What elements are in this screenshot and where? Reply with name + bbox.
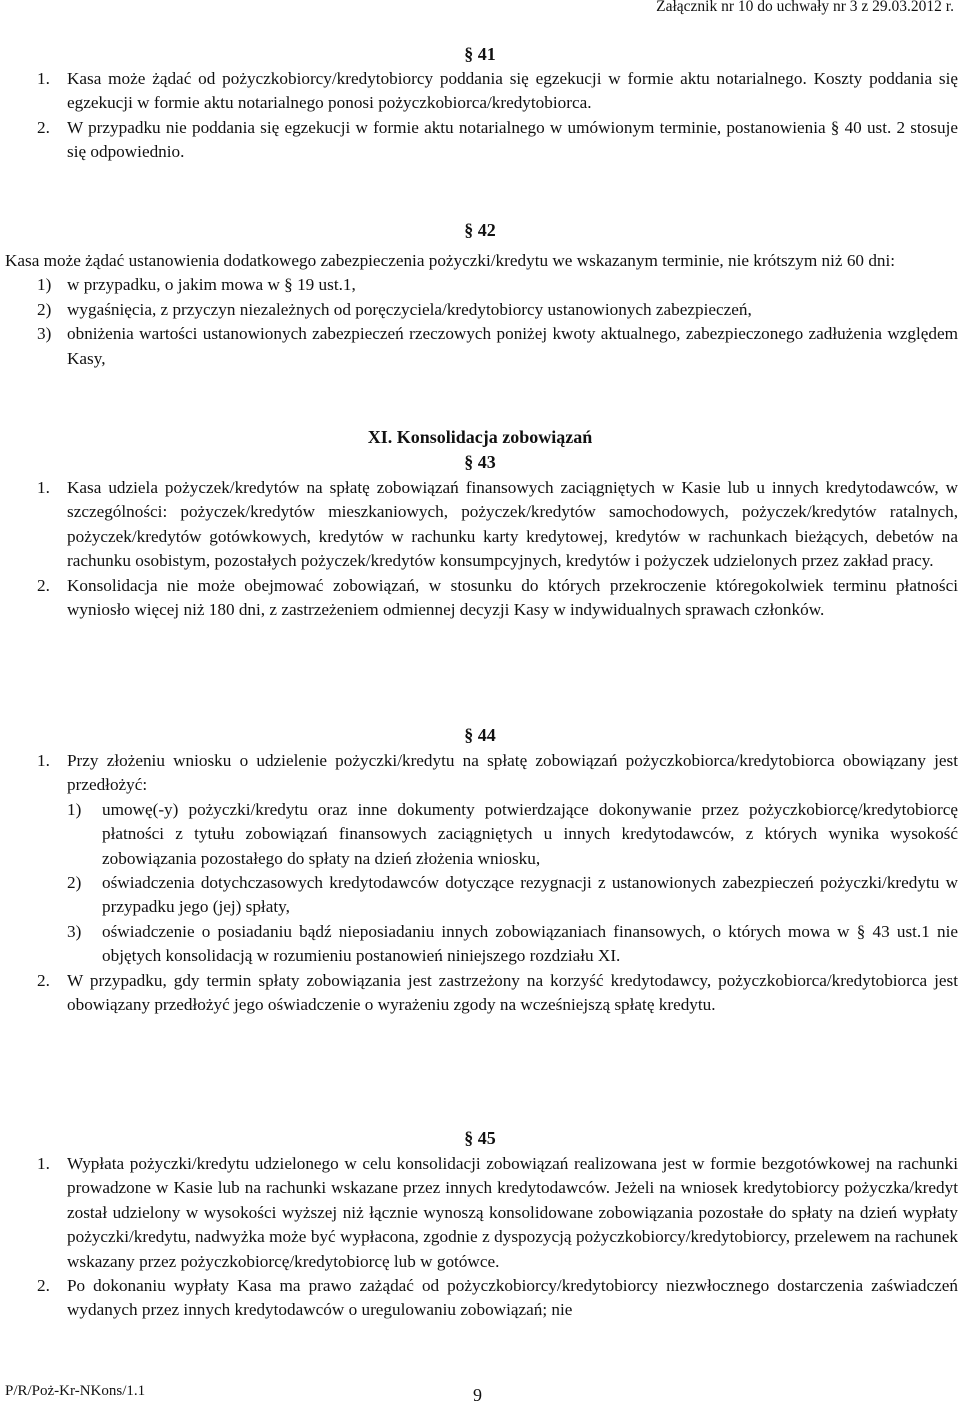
item-number: 1. <box>37 69 50 88</box>
item-text: oświadczenie o posiadaniu bądź nieposiadaniu innych zobowiązaniach finansowych, o których mowa w § 43 ust.1 nie objętych konsolidacją w rozumieniu postanowień niniejszego rozdziału XI. <box>102 921 958 966</box>
item-number: 3) <box>37 324 52 344</box>
item-text: Po dokonaniu wypłaty Kasa ma prawo zażądać od pożyczkobiorcy/kredytobiorcy niezwłocznego dostarczenia zaświadczeń wydanych przez innych kredytodawców o uregulowaniu zobowiązań; nie <box>67 1276 958 1320</box>
section-44-heading: § 44 <box>464 725 496 745</box>
section-41-body <box>5 67 958 165</box>
item-number: 1. <box>37 1154 50 1173</box>
section-42-item-2 <box>5 298 958 322</box>
item-number: 2. <box>37 970 50 990</box>
section-45-body <box>5 1152 958 1323</box>
section-44-body <box>5 749 958 1017</box>
section-44-item-2 <box>5 969 958 1018</box>
item-number: 3) <box>67 921 82 941</box>
section-45-heading: § 45 <box>464 1128 496 1148</box>
section-41-item-1 <box>5 67 958 116</box>
item-number: 1. <box>37 478 50 497</box>
section-43-item-2 <box>5 574 958 623</box>
chapter-heading: XI. Konsolidacja zobowiązań <box>367 427 593 447</box>
item-number: 1) <box>37 275 52 295</box>
item-text: w przypadku, o jakim mowa w § 19 ust.1, <box>67 275 356 295</box>
section-44-item-1 <box>5 749 958 798</box>
section-43-body <box>5 476 958 622</box>
section-43-heading: § 43 <box>464 452 496 472</box>
section-42-heading: § 42 <box>464 220 496 240</box>
section-44-subitem-1 <box>5 798 958 871</box>
item-text: Kasa może żądać od pożyczkobiorcy/kredytobiorcy poddania się egzekucji w formie aktu notarialnego. Koszty poddania się egzekucji w formie aktu notarialnego ponosi pożyczkobiorca/kredytobiorca. <box>67 69 958 113</box>
section-43-item-1 <box>5 476 958 574</box>
section-42-item-3 <box>5 322 958 371</box>
item-number: 2. <box>37 575 50 595</box>
section-45-item-1 <box>5 1152 958 1274</box>
section-42-body <box>5 249 958 371</box>
section-42-intro: Kasa może żądać ustanowienia dodatkowego zabezpieczenia pożyczki/kredytu we wskazanym terminie, nie krótszym niż 60 dni: <box>5 251 896 270</box>
item-number: 2) <box>37 299 52 319</box>
item-number: 2. <box>37 1276 50 1296</box>
section-41-item-2 <box>5 116 958 165</box>
item-number: 1) <box>67 799 82 819</box>
item-text: Wypłata pożyczki/kredytu udzielonego w celu konsolidacji zobowiązań realizowana jest w formie bezgotówkowej na rachunki prowadzone w Kasie lub na rachunki wskazane przez innych kredytodawców. Jeżeli na wniosek kredytobiorcy pożyczka/kredyt został udzielony w wysokości wyższej niż łącznie wynoszą konsolidowane zobowiązania pozostałe do spłaty na dzień wypłaty pożyczki/kredytu, nadwyżka może być wypłacona, zgodnie z dyspozycją pożyczkobiorcy/kredytobiorcy, przelewem na rachunek wskazany przez pożyczkobiorcę/kredytobiorcę lub w gotówce. <box>67 1154 958 1271</box>
document-code: P/R/Poż-Kr-NKons/1.1 <box>5 1383 146 1399</box>
item-text: W przypadku nie poddania się egzekucji w formie aktu notarialnego w umówionym terminie, postanowienia § 40 ust. 2 stosuje się odpowiednio. <box>67 117 958 162</box>
section-44-subitem-2 <box>5 871 958 920</box>
item-number: 2) <box>67 873 82 893</box>
section-44-subitem-3 <box>5 920 958 969</box>
item-text: umowę(-y) pożyczki/kredytu oraz inne dokumenty potwierdzające dokonywanie przez pożyczkobiorcę/kredytobiorcę płatności z tytułu zobowiązań finansowych zaciągniętych u innych kredytodawców, z których wynika wysokość zobowiązania pozostałego do spłaty na dzień złożenia wniosku, <box>102 799 958 868</box>
item-text: oświadczenia dotychczasowych kredytodawców dotyczące rezygnacji z ustanowionych zabezpieczeń pożyczki/kredytu w przypadku jego (jej) spłaty, <box>102 873 958 917</box>
item-text: W przypadku, gdy termin spłaty zobowiązania jest zastrzeżony na korzyść kredytodawcy, pożyczkobiorca/kredytobiorca jest obowiązany przedłożyć jego oświadczenie o wyrażeniu zgody na wcześniejszą spłatę kredytu. <box>67 970 958 1015</box>
item-text: Kasa udziela pożyczek/kredytów na spłatę zobowiązań finansowych zaciągniętych w Kasie lub u innych kredytodawców, w szczególności: pożyczek/kredytów mieszkaniowych, pożyczek/kredytów samochodowych, pożyczek/kredytów ratalnych, pożyczek/kredytów gotówkowych, kredytów w rachunku karty kredytowej, kredytów w rachunkach bieżących, debetów na rachunku osobistym, pozostałych pożyczek/kredytów konsumpcyjnych, kredytów i pożyczek udzielonych przez zakład pracy. <box>67 478 958 571</box>
section-41-heading: § 41 <box>464 44 496 64</box>
page-header: Załącznik nr 10 do uchwały nr 3 z 29.03.2012 r. <box>656 0 954 15</box>
item-text: Konsolidacja nie może obejmować zobowiązań, w stosunku do których przekroczenie któregokolwiek terminu płatności wyniosło więcej niż 180 dni, z zastrzeżeniem odmiennej decyzji Kasy w indywidualnych sprawach członków. <box>67 575 958 620</box>
item-text: Przy złożeniu wniosku o udzielenie pożyczki/kredytu na spłatę zobowiązań pożyczkobiorca/kredytobiorca obowiązany jest przedłożyć: <box>67 751 958 795</box>
section-45-item-2 <box>5 1274 958 1323</box>
page-number: 9 <box>473 1385 482 1405</box>
item-number: 2. <box>37 117 50 137</box>
item-text: obniżenia wartości ustanowionych zabezpieczeń rzeczowych poniżej kwoty aktualnego, zabezpieczonego zadłużenia względem Kasy, <box>67 324 958 368</box>
item-text: wygaśnięcia, z przyczyn niezależnych od poręczyciela/kredytobiorcy ustanowionych zabezpieczeń, <box>67 299 752 319</box>
item-number: 1. <box>37 751 50 770</box>
section-42-item-1 <box>5 273 958 297</box>
